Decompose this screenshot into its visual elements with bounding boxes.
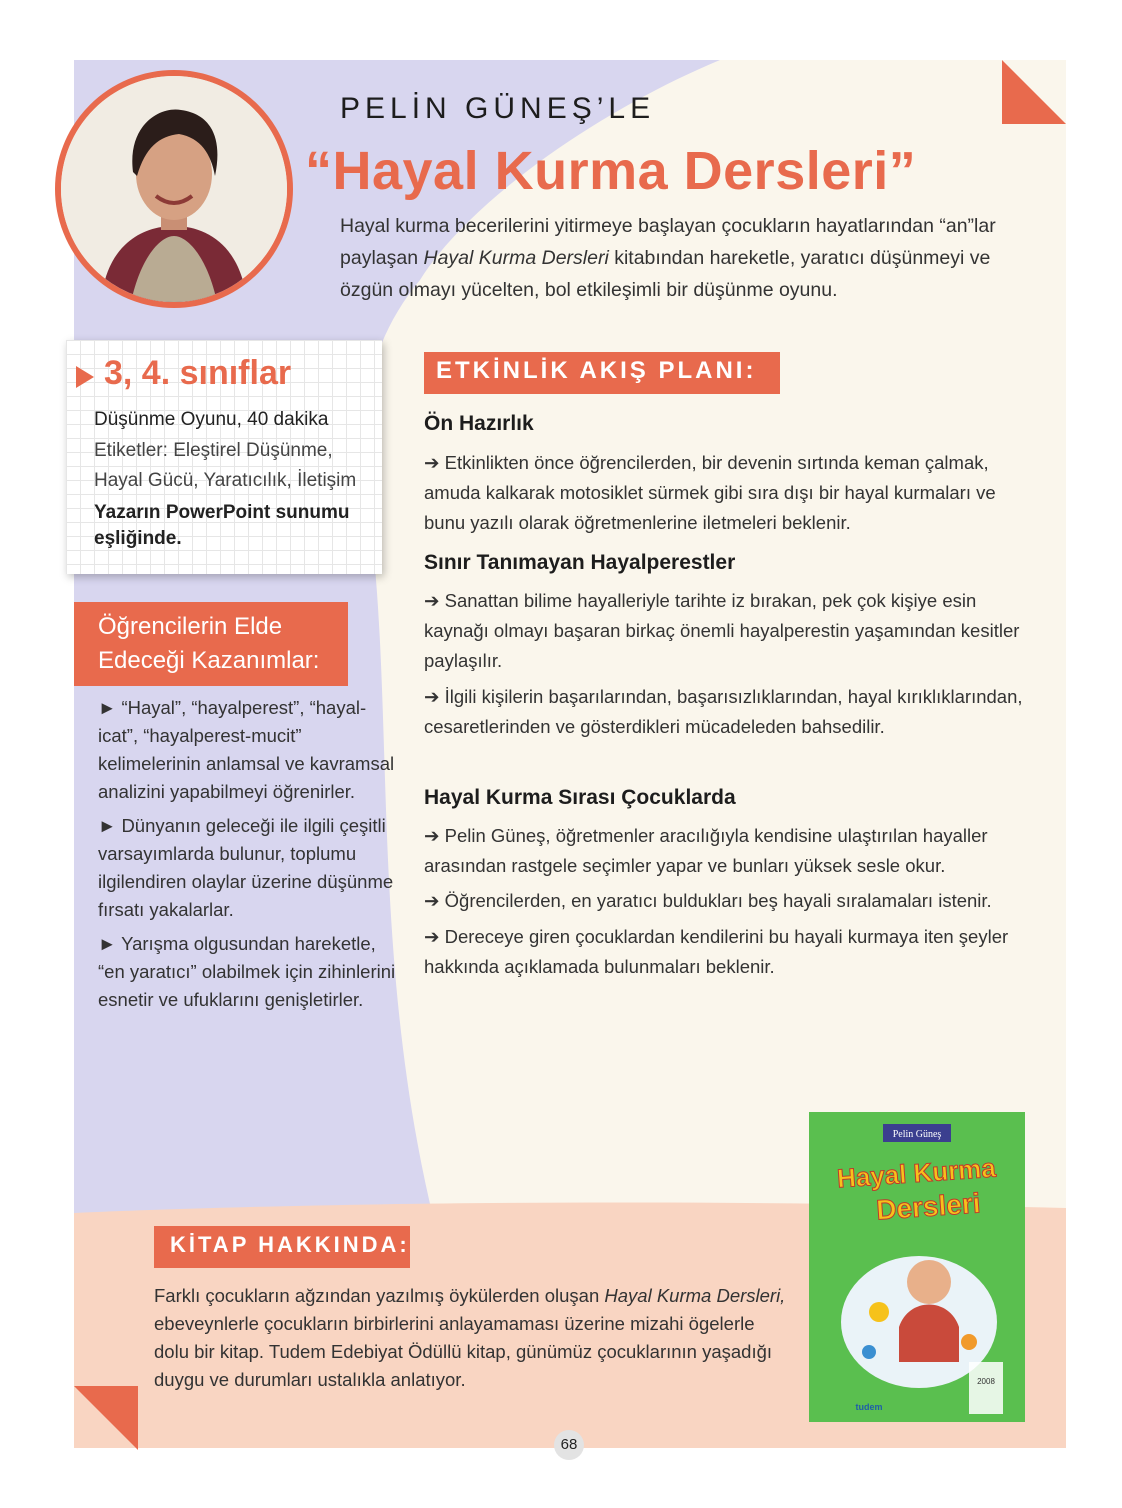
section-paragraph: ➔ İlgili kişilerin başarılarından, başarısızlıklarından, hayal kırıklıklarından, cesaretlerinden ve gösterdikleri mücadeleden bahsedilir. — [424, 686, 1023, 737]
about-part-1: Farklı çocukların ağzından yazılmış öykülerden oluşan — [154, 1285, 605, 1306]
section-title: Ön Hazırlık — [424, 412, 534, 435]
section-paragraph: ➔ Öğrencilerden, en yaratıcı buldukları beş hayali sıralamaları istenir. — [424, 890, 992, 911]
section-title: Hayal Kurma Sırası Çocuklarda — [424, 786, 736, 809]
publisher-logo: tudem — [855, 1402, 883, 1412]
intro-text — [340, 210, 1040, 306]
about-part-2: ebeveynlerle çocukların birbirlerini anlayamaması üzerine mizahi ögelerle dolu bir kitap. Tudem Edebiyat Ödüllü kitap, günümüz çocuklarının yaşadığı duygu ve durumları ustalıkla anlatıyor. — [154, 1313, 773, 1390]
section-paragraph: ➔ Sanattan bilime hayalleriyle tarihte iz bırakan, pek çok kişiye esin kaynağı olmayı başaran birkaç önemli hayalperestin yaşamından kesitler paylaşılır. — [424, 590, 1020, 671]
outcome-item: ► Yarışma olgusundan hareketle, “en yaratıcı” olabilmek için zihinlerini esnetir ve ufuklarını genişletirler. — [98, 933, 396, 1010]
author-portrait — [55, 70, 293, 308]
corner-fold-bottom-left — [74, 1386, 138, 1450]
intro-part-2: kitabından hareketle, yaratıcı düşünmeyi ve özgün olmayı yücelten, bol etkileşimli bir düşünme oyunu. — [340, 247, 991, 301]
outcomes-title — [98, 610, 319, 678]
page-title: “Hayal Kurma Dersleri” — [305, 141, 917, 201]
book-title-2: Dersleri — [875, 1187, 982, 1226]
outcome-item: ► “Hayal”, “hayalperest”, “hayal-icat”, “hayalperest-mucit” kelimelerinin anlamsal ve kavramsal analizini yapabilmeyi öğrenirler. — [98, 697, 395, 802]
tags-line-2: Hayal Gücü, Yaratıcılık, İletişim — [94, 470, 357, 491]
section-paragraph: ➔ Dereceye giren çocuklardan kendilerini bu hayali kurmaya iten şeyler hakkında açıklamada bulunmaları beklenir. — [424, 926, 1009, 977]
tags-line-1: Etiketler: Eleştirel Düşünme, — [94, 440, 333, 461]
section-title: Sınır Tanımayan Hayalperestler — [424, 551, 736, 574]
book-author: Pelin Güneş — [892, 1129, 942, 1140]
book-cover — [809, 1112, 1025, 1422]
page-number: 68 — [554, 1430, 584, 1460]
outcomes-title-line-1: Öğrencilerin Elde — [98, 613, 283, 640]
section-paragraph: ➔ Pelin Güneş, öğretmenler aracılığıyla kendisine ulaştırılan hayaller arasından rastgele seçimler yapar ve bunları yüksek sesle okur. — [424, 825, 988, 876]
about-book-title: KİTAP HAKKINDA: — [170, 1232, 410, 1257]
award-year: 2008 — [977, 1377, 995, 1386]
presentation-note: Yazarın PowerPoint sunumu eşliğinde. — [94, 502, 350, 549]
pre-title: PELİN GÜNEŞ’LE — [340, 92, 656, 125]
book-title-1: Hayal Kurma — [836, 1152, 997, 1194]
about-book-text — [154, 1282, 794, 1394]
duration-text: Düşünme Oyunu, 40 dakika — [94, 409, 329, 430]
section-paragraph: ➔ Etkinlikten önce öğrencilerden, bir devenin sırtında keman çalmak, amuda kalkarak motosiklet sürmek gibi sıra dışı bir hayal kurmaları ve bunu yazılı olarak öğretmenlerine iletmeleri beklenir. — [424, 452, 996, 533]
intro-book-title: Hayal Kurma Dersleri — [423, 247, 609, 269]
outcomes-list — [98, 694, 398, 1020]
grade-title: 3, 4. sınıflar — [104, 354, 292, 392]
intro-part-1: Hayal kurma becerilerini yitirmeye başlayan çocukların hayatlarından “an”lar paylaşan — [340, 215, 996, 269]
about-book-name: Hayal Kurma Dersleri, — [604, 1285, 786, 1306]
corner-fold-top-right — [1002, 60, 1066, 124]
play-arrow-icon — [76, 366, 94, 388]
plan-title: ETKİNLİK AKIŞ PLANI: — [436, 357, 757, 384]
outcomes-title-line-2: Edeceği Kazanımlar: — [98, 647, 320, 674]
outcome-item: ► Dünyanın geleceği ile ilgili çeşitli varsayımlarda bulunur, toplumu ilgilendiren olaylar üzerine düşünme fırsatı yakalarlar. — [98, 815, 394, 920]
book-cover-art — [809, 1112, 1025, 1422]
portrait-illustration — [61, 76, 287, 302]
